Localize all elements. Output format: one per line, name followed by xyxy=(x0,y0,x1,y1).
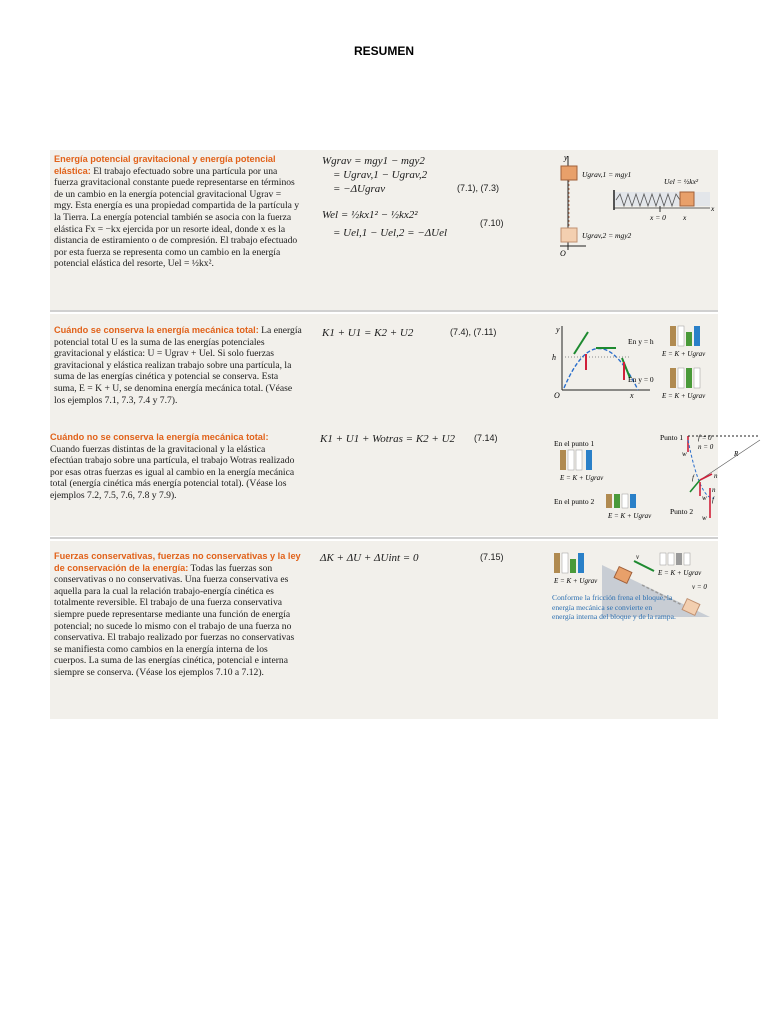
section-conservative-forces xyxy=(50,541,718,719)
label-v: v xyxy=(636,553,640,561)
divider-1 xyxy=(50,310,718,312)
bars-point-2 xyxy=(606,494,636,508)
label-e-p2: E = K + Ugrav xyxy=(608,512,652,520)
section-1-heading: Energía potencial gravitacional y energía potencial elástica: xyxy=(54,154,276,176)
eq-energy-conservation: ΔK + ΔU + ΔUint = 0 xyxy=(320,552,419,564)
bar-p2-k xyxy=(606,494,612,508)
divider-2 xyxy=(50,537,718,539)
section-energy-not-conserved xyxy=(50,430,739,536)
section-4-heading: Fuerzas conservativas, fuerzas no conservativas y la ley de conservación de la energía: xyxy=(54,551,301,573)
label-e-end: E = K + Ugrav xyxy=(658,569,702,577)
label-f-zero: f = 0 xyxy=(698,434,712,442)
eq-wgrav-2: = Ugrav,1 − Ugrav,2 xyxy=(333,169,428,181)
ref-7-15: (7.15) xyxy=(480,552,504,562)
section-1-body: El trabajo efectuado sobre una partícula por una fuerza gravitacional constante puede representarse en términos de un cambio en la energía potencial gravitacional Ugrav = mgy. Esta energía es una propiedad compartida de la partícula y la Tierra. La energía potencial también se asocia con la fuerza elástica Fx = −kx ejercida por un resorte ideal, donde x es la distancia de estiramiento o de compresión. El trabajo efectuado por esta fuerza se representa como un cambio en la energía potencial elástica del resorte, Uel = ½kx². xyxy=(54,165,300,270)
bar-start-e xyxy=(578,553,584,573)
figure-1-y-label: y xyxy=(564,153,568,162)
normal-arrow-mid xyxy=(700,474,712,480)
bar-p1-k xyxy=(560,450,566,470)
section-3-body: Cuando fuerzas distintas de la gravitacional y la elástica efectúan trabajo sobre una partícula, el trabajo Wotras realizado por esas otras fuerzas es igual al cambio en la energía mecánica total (energía cinética más energía potencial total). (Véase los ejemplos 7.2, 7.5, 7.6, 7.8 y 7.9). xyxy=(50,443,295,501)
bar-top-k xyxy=(670,326,676,346)
eq-wgrav-1: Wgrav = mgy1 − mgy2 xyxy=(322,155,425,167)
eq-wel-1: Wel = ½kx1² − ½kx2² xyxy=(322,209,418,221)
label-e-start: E = K + Ugrav xyxy=(554,577,598,585)
label-n-mid: n xyxy=(714,472,718,480)
bar-p2-ugrav xyxy=(614,494,620,508)
label-punto-2: Punto 2 xyxy=(670,507,694,516)
label-w-p1: w xyxy=(682,450,687,458)
label-x-zero: x = 0 xyxy=(650,213,666,222)
bar-top-ugrav xyxy=(686,332,692,346)
eq-wel-2: = Uel,1 − Uel,2 = −ΔUel xyxy=(333,227,448,239)
label-ugrav-2: Ugrav,2 = mgy2 xyxy=(582,231,632,240)
label-e-top: E = K + Ugrav xyxy=(662,350,706,358)
section-3-text xyxy=(50,432,298,502)
bar-start-ugrav xyxy=(570,559,576,573)
bars-end xyxy=(660,553,690,565)
velocity-arrow-left xyxy=(574,332,588,354)
bar-bottom-e xyxy=(694,368,700,388)
bars-bottom xyxy=(670,368,700,388)
section-3-heading: Cuándo no se conserva la energía mecánica total: xyxy=(50,432,269,442)
label-punto-1-bars: En el punto 1 xyxy=(554,439,595,448)
label-w-mid: w xyxy=(702,494,707,502)
label-f-p2: f xyxy=(712,496,714,504)
label-origin: O xyxy=(560,249,566,258)
ref-7-1: (7.1), (7.3) xyxy=(457,183,500,193)
section-gravitational-elastic xyxy=(50,150,718,310)
energy-figure-2 xyxy=(550,318,718,426)
bar-p2-blank xyxy=(622,494,628,508)
label-ugrav-1: Ugrav,1 = mgy1 xyxy=(582,170,632,179)
label-punto-1: Punto 1 xyxy=(660,433,684,442)
bars-start xyxy=(554,553,584,573)
bars-point-1 xyxy=(560,450,592,470)
block-high xyxy=(561,166,577,180)
bar-start-blank xyxy=(562,553,568,573)
label-f-mid: f xyxy=(692,474,694,482)
label-r: R xyxy=(734,450,739,458)
label-uel: Uel = ½kx² xyxy=(664,177,699,186)
bar-bottom-k xyxy=(670,368,676,388)
figure-2-x-label: x xyxy=(630,391,634,400)
bar-bottom-blank xyxy=(678,368,684,388)
section-2-body: La energía potencial total U es la suma de las energías potenciales gravitacional y elástica: U = Ugrav + Uel. Si solo fuerzas gravitacional y elástica realizan trabajo sobre una partícula, la suma de las energías cinética y potencial se conserva. Esta suma, E = K + U, se denomina energía mecánica total. (Véase los ejemplos 7.1, 7.3, 7.4 y 7.7). xyxy=(54,325,302,406)
energy-figure-3 xyxy=(550,430,739,534)
label-punto-2-bars: En el punto 2 xyxy=(554,497,595,506)
figure-2-y-label: y xyxy=(556,325,560,334)
energy-figure-1 xyxy=(550,150,718,262)
bar-top-e xyxy=(694,326,700,346)
bar-end-uint xyxy=(676,553,682,565)
section-1-text xyxy=(54,154,302,270)
label-e-p1: E = K + Ugrav xyxy=(560,474,604,482)
bar-p1-e xyxy=(586,450,592,470)
eq-wgrav-3: = −ΔUgrav xyxy=(333,183,386,195)
figure-2-origin: O xyxy=(554,391,560,400)
section-2-text xyxy=(54,325,302,406)
ref-7-4: (7.4), (7.11) xyxy=(450,327,497,337)
label-x-block: x xyxy=(683,213,687,222)
bar-start-k xyxy=(554,553,560,573)
label-n-p2: n xyxy=(712,486,716,494)
section-4-body: Todas las fuerzas son conservativas o no conservativas. Una fuerza conservativa es aquella para la cual la relación trabajo-energía cinética es totalmente reversible. El trabajo de una fuerza conservativa siempre puede representarse mediante una función de energía potencial; no sucede lo mismo con el trabajo de una fuerza no conservativa. El trabajo realizado por fuerzas no conservativas se manifiesta como cambios en la energía interna de los cuerpos. La suma de las energías cinética, potencial e interna siempre se conserva. (Véase los ejemplos 7.10 a 7.12). xyxy=(54,562,295,678)
page-title: RESUMEN xyxy=(353,44,414,58)
eq-conservation: K1 + U1 = K2 + U2 xyxy=(322,327,414,339)
bar-end-e xyxy=(684,553,690,565)
figure-4-caption: Conforme la fricción frena el bloque, la energía mecánica se convierte en energía interna del bloque y de la rampa. xyxy=(552,593,676,622)
label-n-zero: n = 0 xyxy=(698,443,714,451)
section-energy-conserved xyxy=(50,314,718,430)
block-low xyxy=(561,228,577,242)
bar-p1-blank xyxy=(568,450,574,470)
bar-top-blank xyxy=(678,326,684,346)
bar-p1-ugrav xyxy=(576,450,582,470)
bar-end-ugrav xyxy=(668,553,674,565)
label-v-zero: v = 0 xyxy=(692,583,707,591)
label-en-y-h: En y = h xyxy=(628,337,654,346)
eq-nonconservative: K1 + U1 + Wotras = K2 + U2 xyxy=(320,433,456,445)
section-2-heading: Cuándo se conserva la energía mecánica total: xyxy=(54,325,259,335)
spring-block xyxy=(680,192,694,206)
figure-2-h-label: h xyxy=(552,353,556,362)
section-4-text xyxy=(54,551,302,679)
bar-end-k xyxy=(660,553,666,565)
label-e-bottom: E = K + Ugrav xyxy=(662,392,706,400)
label-w-p2: w xyxy=(702,514,707,522)
bar-bottom-ugrav xyxy=(686,368,692,388)
velocity-arrow-ramp xyxy=(634,561,654,571)
label-en-y-0: En y = 0 xyxy=(628,375,654,384)
ref-7-10: (7.10) xyxy=(480,218,504,228)
bars-top xyxy=(670,326,700,346)
bar-p2-e xyxy=(630,494,636,508)
ref-7-14: (7.14) xyxy=(474,433,498,443)
label-x-axis: x xyxy=(711,204,715,213)
